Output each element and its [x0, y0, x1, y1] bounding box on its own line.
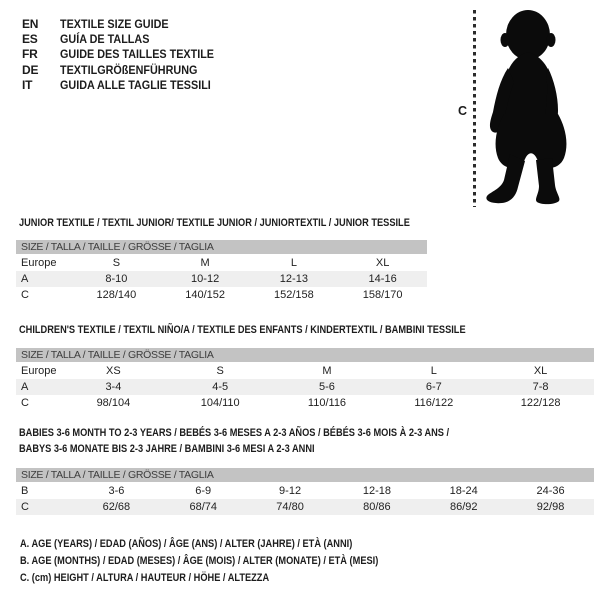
table-row — [16, 379, 594, 395]
size-cell: 4-5 — [212, 381, 229, 393]
size-cell: 158/170 — [362, 289, 403, 301]
language-list — [22, 16, 231, 92]
size-cell: 92/98 — [536, 501, 565, 513]
language-row-fr — [22, 47, 231, 62]
language-row-de — [22, 62, 231, 77]
size-cell: 10-12 — [191, 273, 220, 285]
size-cell: M — [322, 365, 332, 377]
section-title-line: CHILDREN'S TEXTILE / TEXTIL NIÑO/A / TEXTILE DES ENFANTS / KINDERTEXTIL / BAMBINI TESSILE — [19, 324, 466, 336]
language-code: DE — [22, 62, 39, 77]
language-code: IT — [22, 77, 33, 92]
size-cell: 98/104 — [96, 397, 131, 409]
language-code: EN — [22, 16, 39, 31]
table-row — [16, 499, 594, 515]
size-cell: 24-36 — [536, 485, 565, 497]
table-row — [16, 483, 594, 499]
section-title-line: BABIES 3-6 MONTH TO 2-3 YEARS / BEBÉS 3-6 MESES A 2-3 AÑOS / BÉBÉS 3-6 MOIS À 2-3 ANS / — [19, 427, 450, 439]
language-row-it — [22, 77, 231, 92]
size-cell: XL — [375, 257, 390, 269]
section-title-line: JUNIOR TEXTILE / TEXTIL JUNIOR/ TEXTILE JUNIOR / JUNIORTEXTIL / JUNIOR TESSILE — [19, 217, 410, 229]
size-cell: 152/158 — [273, 289, 314, 301]
size-cell: S — [216, 365, 224, 377]
size-cell: 104/110 — [200, 397, 240, 409]
language-label: GUIDA ALLE TAGLIE TESSILI — [60, 77, 211, 92]
size-cell: L — [290, 257, 297, 269]
footnote-b: B. AGE (MONTHS) / EDAD (MESES) / ÂGE (MOIS) / ALTER (MONATE) / ETÀ (MESI) — [20, 555, 379, 568]
size-cell: L — [430, 365, 437, 377]
size-cell: 14-16 — [368, 273, 397, 285]
footnotes — [20, 536, 447, 588]
size-cell: 116/122 — [414, 397, 454, 409]
size-cell: XL — [533, 365, 548, 377]
size-cell: 9-12 — [279, 485, 302, 497]
size-cell: 128/140 — [96, 289, 137, 301]
size-table-junior — [16, 240, 427, 303]
row-label: B — [21, 485, 29, 497]
size-table-header: SIZE / TALLA / TAILLE / GRÖSSE / TAGLIA — [16, 240, 427, 254]
section-title-line: BABYS 3-6 MONATE BIS 2-3 JAHRE / BAMBINI 3-6 MESI A 2-3 ANNI — [19, 442, 315, 455]
size-cell: 122/128 — [520, 397, 561, 409]
height-measure-dashed-line — [473, 10, 476, 207]
row-label: C — [21, 289, 29, 301]
section-title-babies — [19, 426, 531, 457]
size-table-header: SIZE / TALLA / TAILLE / GRÖSSE / TAGLIA — [16, 348, 594, 362]
size-cell: 62/68 — [102, 501, 131, 513]
size-cell: 3-6 — [108, 485, 125, 497]
language-row-en — [22, 16, 231, 31]
section-title-junior — [19, 216, 484, 232]
language-label: GUIDE DES TAILLES TEXTILE — [60, 47, 215, 62]
size-cell: 6-9 — [195, 485, 212, 497]
row-label: C — [21, 501, 29, 513]
section-title-children — [19, 323, 551, 339]
language-label: GUÍA DE TALLAS — [60, 31, 150, 46]
language-label: TEXTILE SIZE GUIDE — [60, 16, 169, 31]
table-row — [16, 271, 427, 287]
footnote-a: A. AGE (YEARS) / EDAD (AÑOS) / ÂGE (ANS) / ALTER (JAHRE) / ETÀ (ANNI) — [20, 538, 353, 550]
size-cell: 140/152 — [185, 289, 225, 301]
size-table-children — [16, 348, 594, 411]
size-cell: 12-13 — [279, 273, 308, 285]
table-row — [16, 287, 427, 303]
size-cell: XS — [106, 365, 121, 377]
size-cell: 12-18 — [362, 485, 391, 497]
table-row — [16, 255, 427, 271]
row-label: C — [21, 397, 29, 409]
size-table-babies — [16, 468, 594, 515]
table-row — [16, 363, 594, 379]
baby-silhouette-icon — [482, 8, 577, 208]
size-table-header: SIZE / TALLA / TAILLE / GRÖSSE / TAGLIA — [16, 468, 594, 482]
size-cell: 80/86 — [363, 501, 391, 513]
height-label: C — [458, 104, 468, 118]
language-label: TEXTILGRÖßENFÜHRUNG — [60, 62, 198, 77]
size-cell: 68/74 — [189, 501, 217, 513]
size-cell: 110/116 — [307, 397, 347, 409]
footnote-c: C. (cm) HEIGHT / ALTURA / HAUTEUR / HÖHE / ALTEZZA — [20, 572, 270, 585]
table-row — [16, 395, 594, 411]
size-cell: 5-6 — [319, 381, 335, 393]
language-code: FR — [22, 47, 38, 62]
size-cell: S — [112, 257, 121, 269]
row-label: Europe — [21, 365, 57, 377]
row-label: A — [21, 273, 29, 285]
size-cell: 6-7 — [425, 381, 442, 393]
row-label: A — [21, 381, 29, 393]
language-code: ES — [22, 31, 38, 46]
size-cell: M — [200, 257, 210, 269]
size-cell: 7-8 — [532, 381, 549, 393]
size-cell: 3-4 — [105, 381, 122, 393]
size-cell: 18-24 — [449, 485, 478, 497]
row-label: Europe — [21, 257, 57, 269]
language-row-es — [22, 31, 231, 46]
size-cell: 8-10 — [105, 273, 128, 285]
size-cell: 86/92 — [449, 501, 478, 513]
size-cell: 74/80 — [276, 501, 304, 513]
